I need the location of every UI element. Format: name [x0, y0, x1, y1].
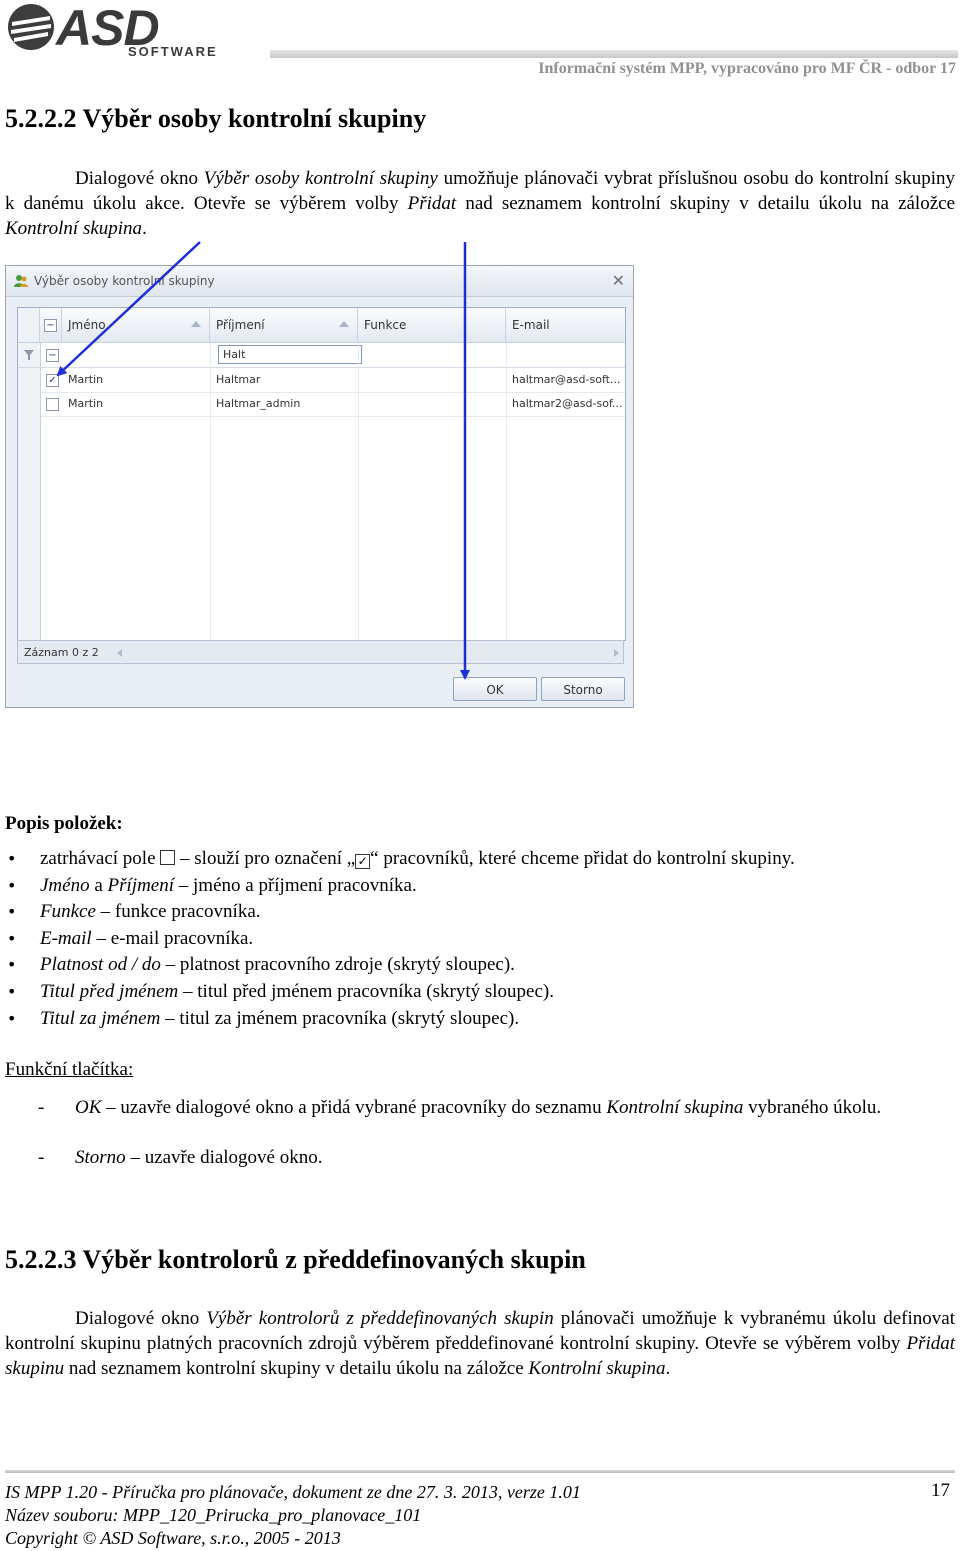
logo-text: ASD — [56, 0, 159, 56]
list-item: • Platnost od / do – platnost pracovního zdroje (skrytý sloupec). — [5, 952, 955, 979]
row-checkbox[interactable]: ✓ — [46, 374, 59, 387]
ok-button[interactable]: OK — [453, 677, 537, 701]
select-all-checkbox[interactable]: − — [44, 319, 57, 332]
column-header-prijmeni[interactable]: Příjmení — [210, 308, 358, 342]
header-info: Informační systém MPP, vypracováno pro MF ČR - odbor 17 — [538, 60, 956, 77]
section-paragraph: Dialogové okno Výběr kontrolorů z předdefinovaných skupin plánovači umožňuje k vybranému úkolu definovat kontrolní skupinu platných pracovních zdrojů výběrem předdefinované kontrolní skupiny. Otevře se výběrem volby Přidat skupinu nad seznamem kontrolní skupiny v detailu úkolu na záložce Kontrolní skupina. — [5, 1308, 955, 1379]
column-header-funkce[interactable]: Funkce — [358, 308, 506, 342]
filter-checkbox[interactable]: − — [46, 349, 59, 362]
footer-filename: Název souboru: MPP_120_Prirucka_pro_planovace_101 — [5, 1505, 422, 1525]
section-title: 5.2.2.2 Výběr osoby kontrolní skupiny — [5, 104, 427, 133]
checkbox-empty-icon — [160, 850, 175, 865]
footer-doc-info: IS MPP 1.20 - Příručka pro plánovače, dokument ze dne 27. 3. 2013, verze 1.01 — [5, 1482, 581, 1502]
cell-prijmeni: Haltmar_admin — [216, 397, 301, 410]
page-number: 17 — [931, 1480, 950, 1501]
list-item: - OK – uzavře dialogové okno a přidá vybrané pracovníky do seznamu Kontrolní skupina vybraného úkolu. — [38, 1097, 882, 1118]
record-count: Záznam 0 z 2 — [24, 646, 99, 659]
list-item: • Titul před jménem – titul před jménem pracovníka (skrytý sloupec). — [5, 979, 955, 1006]
cell-email: haltmar2@asd-sof... — [512, 397, 623, 410]
footer-copyright: Copyright © ASD Software, s.r.o., 2005 - 2013 — [5, 1528, 341, 1548]
column-header-jmeno[interactable]: Jméno — [62, 308, 210, 342]
column-header-email[interactable]: E-mail — [512, 318, 550, 332]
popis-heading: Popis položek: — [5, 813, 123, 834]
cell-prijmeni: Haltmar — [216, 373, 261, 386]
popis-list — [5, 846, 955, 1032]
logo-subtext: SOFTWARE — [128, 44, 218, 59]
dialog-title: Výběr osoby kontrolní skupiny — [34, 274, 215, 288]
list-item: • E-mail – e-mail pracovníka. — [5, 926, 955, 953]
footer-divider — [5, 1470, 955, 1473]
list-item: • Jméno a Příjmení – jméno a příjmení pracovníka. — [5, 873, 955, 900]
list-item: • Titul za jménem – titul za jménem pracovníka (skrytý sloupec). — [5, 1006, 955, 1033]
arrow-to-checkbox — [58, 242, 200, 375]
annotation-arrows — [0, 0, 960, 720]
list-item: • zatrhávací pole – slouží pro označení „ ✓ “ pracovníků, které chceme přidat do kontrolní skupiny. — [5, 846, 955, 873]
checkbox-checked-icon: ✓ — [355, 854, 370, 869]
cell-jmeno: Martin — [68, 397, 104, 410]
list-item: • Funkce – funkce pracovníka. — [5, 899, 955, 926]
cell-jmeno: Martin — [68, 373, 104, 386]
prijmeni-filter-input[interactable]: Halt — [218, 345, 362, 364]
close-icon[interactable]: ✕ — [611, 271, 625, 290]
funkcni-heading: Funkční tlačítka: — [5, 1059, 134, 1080]
list-item: - Storno – uzavře dialogové okno. — [38, 1147, 323, 1168]
cancel-button[interactable]: Storno — [541, 677, 625, 701]
cell-email: haltmar@asd-soft... — [512, 373, 621, 386]
section-title: 5.2.2.3 Výběr kontrolorů z předdefinovaných skupin — [5, 1245, 586, 1274]
intro-paragraph: Dialogové okno Výběr osoby kontrolní skupiny umožňuje plánovači vybrat příslušnou osobu do kontrolní skupiny k danému úkolu akce. Otevře se výběrem volby Přidat nad seznamem kontrolní skupiny v detailu úkolu na záložce Kontrolní skupina. — [5, 168, 956, 239]
